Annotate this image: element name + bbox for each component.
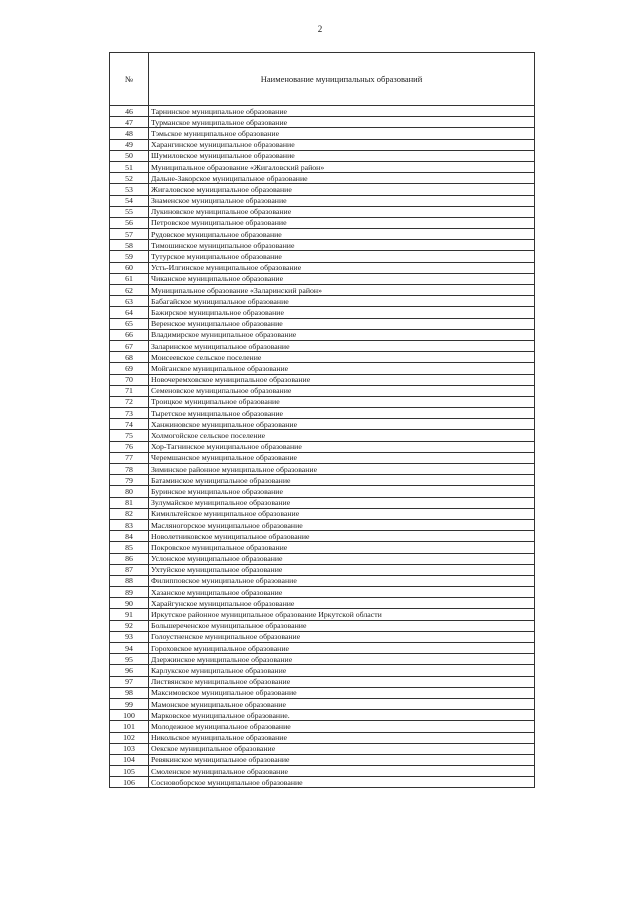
table-row <box>110 374 535 385</box>
row-number: 47 <box>110 117 149 128</box>
municipality-name: Смоленское муниципальное образование <box>149 766 535 777</box>
row-number: 80 <box>110 486 149 497</box>
row-number: 95 <box>110 654 149 665</box>
municipality-name: Услонское муниципальное образование <box>149 553 535 564</box>
row-number: 89 <box>110 587 149 598</box>
column-header-name: Наименование муниципальных образований <box>149 53 535 106</box>
table-row <box>110 296 535 307</box>
municipality-name: Шумиловское муниципальное образование <box>149 150 535 161</box>
municipalities-table <box>109 52 535 788</box>
row-number: 61 <box>110 273 149 284</box>
row-number: 69 <box>110 363 149 374</box>
row-number: 91 <box>110 609 149 620</box>
row-number: 86 <box>110 553 149 564</box>
municipality-name: Черемшанское муниципальное образование <box>149 452 535 463</box>
municipality-name: Новолетниковское муниципальное образование <box>149 531 535 542</box>
municipality-name: Кимильтейское муниципальное образование <box>149 508 535 519</box>
table-row <box>110 441 535 452</box>
municipality-name: Моисеевское сельское поселение <box>149 352 535 363</box>
table-row <box>110 363 535 374</box>
row-number: 74 <box>110 419 149 430</box>
table-row <box>110 553 535 564</box>
table-row <box>110 430 535 441</box>
row-number: 103 <box>110 743 149 754</box>
table-row <box>110 340 535 351</box>
table-row <box>110 609 535 620</box>
table-row <box>110 564 535 575</box>
row-number: 56 <box>110 217 149 228</box>
row-number: 97 <box>110 676 149 687</box>
row-number: 94 <box>110 643 149 654</box>
row-number: 72 <box>110 396 149 407</box>
table-row <box>110 508 535 519</box>
municipality-name: Зиминское районное муниципальное образование <box>149 464 535 475</box>
municipality-name: Тыретское муниципальное образование <box>149 408 535 419</box>
municipality-name: Холмогойское сельское поселение <box>149 430 535 441</box>
municipality-name: Тимошинское муниципальное образование <box>149 240 535 251</box>
municipality-name: Покровское муниципальное образование <box>149 542 535 553</box>
row-number: 84 <box>110 531 149 542</box>
municipality-name: Буринское муниципальное образование <box>149 486 535 497</box>
table-row <box>110 754 535 765</box>
table-row <box>110 654 535 665</box>
table-row <box>110 497 535 508</box>
table-row <box>110 273 535 284</box>
table-row <box>110 150 535 161</box>
row-number: 55 <box>110 206 149 217</box>
row-number: 57 <box>110 229 149 240</box>
municipality-name: Владимирское муниципальное образование <box>149 329 535 340</box>
municipality-name: Хор-Тагнинское муниципальное образование <box>149 441 535 452</box>
row-number: 98 <box>110 687 149 698</box>
table-row <box>110 117 535 128</box>
row-number: 51 <box>110 161 149 172</box>
table-row <box>110 452 535 463</box>
municipality-name: Оекское муниципальное образование <box>149 743 535 754</box>
municipality-name: Харайгунское муниципальное образование <box>149 598 535 609</box>
table-row <box>110 519 535 530</box>
municipality-name: Харангинское муниципальное образование <box>149 139 535 150</box>
municipality-name: Хазанское муниципальное образование <box>149 587 535 598</box>
table-row <box>110 396 535 407</box>
row-number: 53 <box>110 184 149 195</box>
row-number: 59 <box>110 251 149 262</box>
municipality-name: Гороховское муниципальное образование <box>149 643 535 654</box>
municipality-name: Троицкое муниципальное образование <box>149 396 535 407</box>
municipality-name: Зулумайское муниципальное образование <box>149 497 535 508</box>
table-row <box>110 743 535 754</box>
municipality-name: Карлукское муниципальное образование <box>149 665 535 676</box>
municipality-name: Ревякинское муниципальное образование <box>149 754 535 765</box>
row-number: 58 <box>110 240 149 251</box>
table-row <box>110 285 535 296</box>
municipality-name: Иркутское районное муниципальное образование Иркутской области <box>149 609 535 620</box>
municipality-name: Мойганское муниципальное образование <box>149 363 535 374</box>
row-number: 46 <box>110 106 149 117</box>
municipality-name: Батаминское муниципальное образование <box>149 475 535 486</box>
table-row <box>110 128 535 139</box>
table-row <box>110 206 535 217</box>
row-number: 48 <box>110 128 149 139</box>
row-number: 102 <box>110 732 149 743</box>
table-row <box>110 575 535 586</box>
row-number: 88 <box>110 575 149 586</box>
table-row <box>110 419 535 430</box>
row-number: 92 <box>110 620 149 631</box>
row-number: 65 <box>110 318 149 329</box>
row-number: 60 <box>110 262 149 273</box>
row-number: 77 <box>110 452 149 463</box>
table-row <box>110 676 535 687</box>
table-row <box>110 262 535 273</box>
table-row <box>110 184 535 195</box>
municipality-name: Бабагайское муниципальное образование <box>149 296 535 307</box>
row-number: 50 <box>110 150 149 161</box>
row-number: 96 <box>110 665 149 676</box>
table-row <box>110 665 535 676</box>
table-row <box>110 464 535 475</box>
municipality-name: Тэмьское муниципальное образование <box>149 128 535 139</box>
municipality-name: Чиканское муниципальное образование <box>149 273 535 284</box>
municipality-name: Тарнинское муниципальное образование <box>149 106 535 117</box>
row-number: 87 <box>110 564 149 575</box>
table-row <box>110 721 535 732</box>
municipality-name: Сосновоборское муниципальное образование <box>149 777 535 788</box>
municipality-name: Максимовское муниципальное образование <box>149 687 535 698</box>
row-number: 75 <box>110 430 149 441</box>
row-number: 76 <box>110 441 149 452</box>
row-number: 82 <box>110 508 149 519</box>
row-number: 93 <box>110 631 149 642</box>
table-row <box>110 318 535 329</box>
table-row <box>110 408 535 419</box>
table-row <box>110 385 535 396</box>
table-row <box>110 587 535 598</box>
table-row <box>110 531 535 542</box>
table-row <box>110 777 535 788</box>
table-row <box>110 307 535 318</box>
municipality-name: Семеновское муниципальное образование <box>149 385 535 396</box>
table-row <box>110 698 535 709</box>
table-row <box>110 229 535 240</box>
municipality-name: Молодежное муниципальное образование <box>149 721 535 732</box>
column-header-number: № <box>110 53 149 106</box>
table-row <box>110 352 535 363</box>
municipality-name: Дальне-Закорское муниципальное образование <box>149 173 535 184</box>
row-number: 101 <box>110 721 149 732</box>
municipality-name: Муниципальное образование «Заларинский район» <box>149 285 535 296</box>
table-row <box>110 732 535 743</box>
municipality-name: Марковское муниципальное образование. <box>149 710 535 721</box>
row-number: 90 <box>110 598 149 609</box>
table-body <box>110 106 535 788</box>
table-row <box>110 195 535 206</box>
municipality-name: Голоустненское муниципальное образование <box>149 631 535 642</box>
row-number: 99 <box>110 698 149 709</box>
row-number: 68 <box>110 352 149 363</box>
row-number: 81 <box>110 497 149 508</box>
table-row <box>110 106 535 117</box>
table-row <box>110 475 535 486</box>
row-number: 71 <box>110 385 149 396</box>
row-number: 78 <box>110 464 149 475</box>
table-row <box>110 620 535 631</box>
table-row <box>110 329 535 340</box>
row-number: 79 <box>110 475 149 486</box>
row-number: 85 <box>110 542 149 553</box>
municipality-name: Лукиновское муниципальное образование <box>149 206 535 217</box>
municipality-name: Петровское муниципальное образование <box>149 217 535 228</box>
row-number: 105 <box>110 766 149 777</box>
table-row <box>110 643 535 654</box>
municipality-name: Новочеремховское муниципальное образование <box>149 374 535 385</box>
municipality-name: Муниципальное образование «Жигаловский район» <box>149 161 535 172</box>
municipality-name: Филипповское муниципальное образование <box>149 575 535 586</box>
municipality-name: Турманское муниципальное образование <box>149 117 535 128</box>
row-number: 70 <box>110 374 149 385</box>
table-row <box>110 173 535 184</box>
municipality-name: Ухтуйское муниципальное образование <box>149 564 535 575</box>
municipality-name: Заларинское муниципальное образование <box>149 340 535 351</box>
municipality-name: Листвянское муниципальное образование <box>149 676 535 687</box>
row-number: 104 <box>110 754 149 765</box>
municipality-name: Усть-Илгинское муниципальное образование <box>149 262 535 273</box>
table-row <box>110 598 535 609</box>
municipality-name: Знаменское муниципальное образование <box>149 195 535 206</box>
municipality-name: Ханжиновское муниципальное образование <box>149 419 535 430</box>
municipality-name: Веренское муниципальное образование <box>149 318 535 329</box>
table-row <box>110 217 535 228</box>
row-number: 100 <box>110 710 149 721</box>
row-number: 106 <box>110 777 149 788</box>
row-number: 52 <box>110 173 149 184</box>
municipality-name: Тутурское муниципальное образование <box>149 251 535 262</box>
municipality-name: Никольское муниципальное образование <box>149 732 535 743</box>
municipality-name: Жигаловское муниципальное образование <box>149 184 535 195</box>
row-number: 54 <box>110 195 149 206</box>
municipality-name: Дзержинское муниципальное образование <box>149 654 535 665</box>
row-number: 66 <box>110 329 149 340</box>
municipality-name: Бажирское муниципальное образование <box>149 307 535 318</box>
row-number: 64 <box>110 307 149 318</box>
table-row <box>110 251 535 262</box>
municipality-name: Мамонское муниципальное образование <box>149 698 535 709</box>
table-row <box>110 766 535 777</box>
row-number: 83 <box>110 519 149 530</box>
table-row <box>110 710 535 721</box>
row-number: 73 <box>110 408 149 419</box>
page-number: 2 <box>317 24 323 34</box>
table-row <box>110 542 535 553</box>
table-row <box>110 687 535 698</box>
table-row <box>110 161 535 172</box>
table-row <box>110 486 535 497</box>
table-row <box>110 631 535 642</box>
municipality-name: Большереченское муниципальное образование <box>149 620 535 631</box>
row-number: 62 <box>110 285 149 296</box>
municipality-name: Рудовское муниципальное образование <box>149 229 535 240</box>
municipality-name: Масляногорское муниципальное образование <box>149 519 535 530</box>
row-number: 63 <box>110 296 149 307</box>
table-row <box>110 139 535 150</box>
row-number: 67 <box>110 340 149 351</box>
table-header-row <box>110 53 535 106</box>
row-number: 49 <box>110 139 149 150</box>
table-row <box>110 240 535 251</box>
